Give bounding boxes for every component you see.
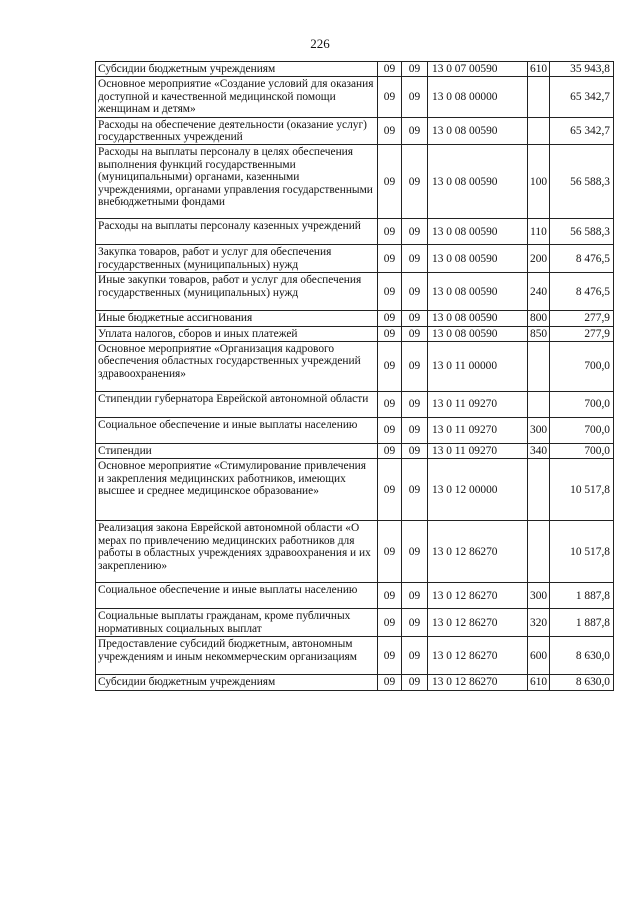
row-expense-type-code: 320 [528, 609, 550, 637]
row-expense-type-code: 850 [528, 326, 550, 341]
row-subsection-code: 09 [402, 342, 428, 392]
row-expense-type-code: 800 [528, 311, 550, 326]
row-amount: 8 476,5 [550, 245, 614, 273]
row-target-article-code: 13 0 11 09270 [428, 392, 528, 418]
row-amount: 10 517,8 [550, 521, 614, 583]
row-section-code: 09 [378, 637, 402, 675]
row-subsection-code: 09 [402, 77, 428, 117]
row-subsection-code: 09 [402, 311, 428, 326]
table-row [96, 392, 614, 418]
row-expense-type-code: 610 [528, 62, 550, 77]
row-amount: 277,9 [550, 311, 614, 326]
row-amount: 65 342,7 [550, 117, 614, 145]
row-target-article-code: 13 0 12 86270 [428, 637, 528, 675]
table-row [96, 609, 614, 637]
row-subsection-code: 09 [402, 392, 428, 418]
row-amount: 10 517,8 [550, 459, 614, 521]
row-expense-type-code: 110 [528, 219, 550, 245]
row-section-code: 09 [378, 521, 402, 583]
row-subsection-code: 09 [402, 609, 428, 637]
row-name: Предоставление субсидий бюджетным, автономным учреждениям и иным некоммерческим организациям [96, 637, 378, 675]
row-subsection-code: 09 [402, 117, 428, 145]
table-row [96, 219, 614, 245]
row-subsection-code: 09 [402, 145, 428, 219]
row-amount: 56 588,3 [550, 145, 614, 219]
row-section-code: 09 [378, 117, 402, 145]
row-name: Расходы на выплаты персоналу в целях обеспечения выполнения функций государственными (муниципальными) органами, казенными учреждениями, органами управления государственными внебюджетными фондами [96, 145, 378, 219]
row-target-article-code: 13 0 08 00590 [428, 117, 528, 145]
row-section-code: 09 [378, 273, 402, 311]
row-name: Уплата налогов, сборов и иных платежей [96, 326, 378, 341]
table-row [96, 418, 614, 444]
row-expense-type-code [528, 342, 550, 392]
row-target-article-code: 13 0 11 09270 [428, 444, 528, 459]
row-subsection-code: 09 [402, 583, 428, 609]
row-amount: 35 943,8 [550, 62, 614, 77]
table-row [96, 62, 614, 77]
row-subsection-code: 09 [402, 62, 428, 77]
table-row [96, 459, 614, 521]
row-expense-type-code: 200 [528, 245, 550, 273]
table-row [96, 273, 614, 311]
row-section-code: 09 [378, 392, 402, 418]
row-expense-type-code [528, 77, 550, 117]
row-amount: 700,0 [550, 444, 614, 459]
row-target-article-code: 13 0 08 00590 [428, 273, 528, 311]
row-section-code: 09 [378, 219, 402, 245]
row-name: Основное мероприятие «Организация кадрового обеспечения областных государственных учреждений здравоохранения» [96, 342, 378, 392]
row-amount: 700,0 [550, 418, 614, 444]
row-expense-type-code: 600 [528, 637, 550, 675]
row-expense-type-code: 340 [528, 444, 550, 459]
row-amount: 8 476,5 [550, 273, 614, 311]
row-amount: 8 630,0 [550, 637, 614, 675]
row-expense-type-code [528, 521, 550, 583]
row-subsection-code: 09 [402, 675, 428, 690]
row-section-code: 09 [378, 609, 402, 637]
row-section-code: 09 [378, 326, 402, 341]
row-target-article-code: 13 0 08 00590 [428, 145, 528, 219]
row-expense-type-code [528, 117, 550, 145]
row-section-code: 09 [378, 583, 402, 609]
row-subsection-code: 09 [402, 245, 428, 273]
row-expense-type-code [528, 459, 550, 521]
row-target-article-code: 13 0 12 86270 [428, 609, 528, 637]
row-amount: 1 887,8 [550, 609, 614, 637]
row-amount: 277,9 [550, 326, 614, 341]
row-subsection-code: 09 [402, 521, 428, 583]
table-row [96, 145, 614, 219]
row-section-code: 09 [378, 62, 402, 77]
page-number: 226 [310, 36, 330, 51]
row-name: Социальное обеспечение и иные выплаты населению [96, 583, 378, 609]
table-row [96, 675, 614, 690]
row-subsection-code: 09 [402, 326, 428, 341]
row-amount: 65 342,7 [550, 77, 614, 117]
row-name: Стипендии губернатора Еврейской автономной области [96, 392, 378, 418]
row-amount: 1 887,8 [550, 583, 614, 609]
row-target-article-code: 13 0 08 00590 [428, 245, 528, 273]
table-row [96, 342, 614, 392]
table-row [96, 637, 614, 675]
row-target-article-code: 13 0 12 00000 [428, 459, 528, 521]
row-target-article-code: 13 0 08 00590 [428, 219, 528, 245]
row-target-article-code: 13 0 12 86270 [428, 521, 528, 583]
row-subsection-code: 09 [402, 444, 428, 459]
row-name: Реализация закона Еврейской автономной области «О мерах по привлечению медицинских работников для работы в областных учреждениях здравоохранения и их закреплению» [96, 521, 378, 583]
row-target-article-code: 13 0 08 00590 [428, 326, 528, 341]
table-row [96, 444, 614, 459]
row-name: Расходы на обеспечение деятельности (оказание услуг) государственных учреждений [96, 117, 378, 145]
row-amount: 8 630,0 [550, 675, 614, 690]
row-section-code: 09 [378, 444, 402, 459]
row-expense-type-code: 610 [528, 675, 550, 690]
table-row [96, 326, 614, 341]
row-name: Субсидии бюджетным учреждениям [96, 675, 378, 690]
row-name: Основное мероприятие «Создание условий для оказания доступной и качественной медицинской помощи женщинам и детям» [96, 77, 378, 117]
row-subsection-code: 09 [402, 219, 428, 245]
table-row [96, 521, 614, 583]
row-target-article-code: 13 0 11 09270 [428, 418, 528, 444]
row-subsection-code: 09 [402, 459, 428, 521]
table-row [96, 117, 614, 145]
row-subsection-code: 09 [402, 273, 428, 311]
table-row [96, 77, 614, 117]
row-target-article-code: 13 0 08 00000 [428, 77, 528, 117]
row-name: Социальные выплаты гражданам, кроме публичных нормативных социальных выплат [96, 609, 378, 637]
row-section-code: 09 [378, 418, 402, 444]
budget-table-body [96, 62, 614, 691]
row-name: Расходы на выплаты персоналу казенных учреждений [96, 219, 378, 245]
row-name: Иные бюджетные ассигнования [96, 311, 378, 326]
row-target-article-code: 13 0 11 00000 [428, 342, 528, 392]
budget-table [95, 61, 614, 691]
row-amount: 700,0 [550, 392, 614, 418]
row-target-article-code: 13 0 08 00590 [428, 311, 528, 326]
row-name: Стипендии [96, 444, 378, 459]
row-name: Субсидии бюджетным учреждениям [96, 62, 378, 77]
row-name: Закупка товаров, работ и услуг для обеспечения государственных (муниципальных) нужд [96, 245, 378, 273]
row-expense-type-code: 100 [528, 145, 550, 219]
row-section-code: 09 [378, 245, 402, 273]
row-expense-type-code [528, 392, 550, 418]
row-section-code: 09 [378, 675, 402, 690]
row-name: Основное мероприятие «Стимулирование привлечения и закрепления медицинских работников, имеющих высшее и среднее медицинское образование» [96, 459, 378, 521]
row-section-code: 09 [378, 459, 402, 521]
row-expense-type-code: 240 [528, 273, 550, 311]
table-row [96, 245, 614, 273]
row-section-code: 09 [378, 145, 402, 219]
row-name: Социальное обеспечение и иные выплаты населению [96, 418, 378, 444]
row-section-code: 09 [378, 77, 402, 117]
row-section-code: 09 [378, 311, 402, 326]
row-expense-type-code: 300 [528, 418, 550, 444]
row-amount: 56 588,3 [550, 219, 614, 245]
table-row [96, 583, 614, 609]
row-expense-type-code: 300 [528, 583, 550, 609]
row-name: Иные закупки товаров, работ и услуг для обеспечения государственных (муниципальных) нужд [96, 273, 378, 311]
table-row [96, 311, 614, 326]
row-amount: 700,0 [550, 342, 614, 392]
row-subsection-code: 09 [402, 418, 428, 444]
row-target-article-code: 13 0 07 00590 [428, 62, 528, 77]
row-section-code: 09 [378, 342, 402, 392]
row-target-article-code: 13 0 12 86270 [428, 675, 528, 690]
row-subsection-code: 09 [402, 637, 428, 675]
row-target-article-code: 13 0 12 86270 [428, 583, 528, 609]
